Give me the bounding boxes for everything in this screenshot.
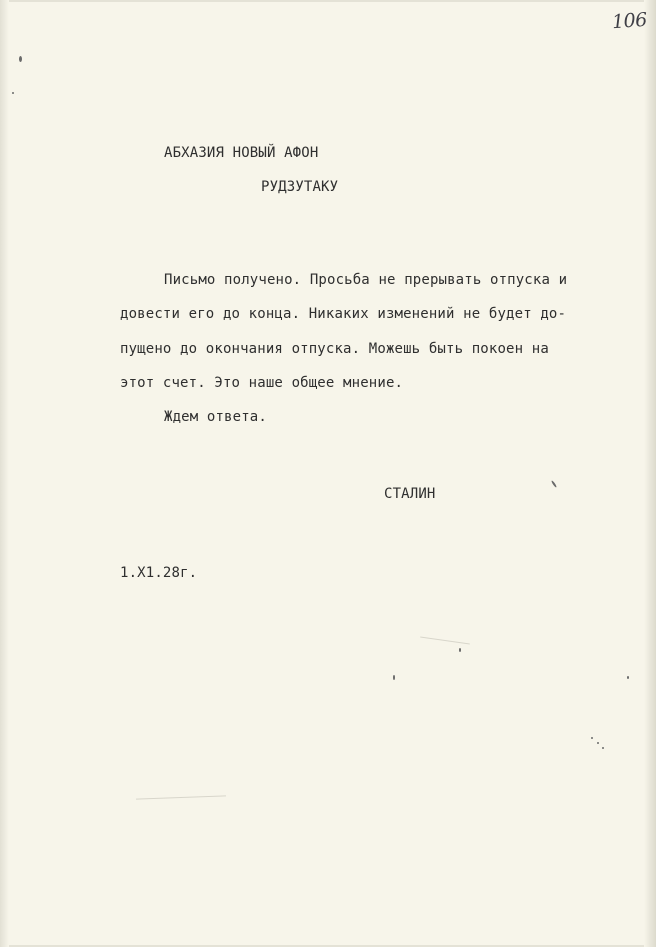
signature: СТАЛИН	[384, 486, 436, 502]
body-line-2: довести его до конца. Никаких изменений не будет до-	[120, 306, 567, 322]
page-right-edge	[644, 0, 656, 947]
page-number: 106	[611, 8, 648, 34]
body-line-1: Письмо получено. Просьба не прерывать отпуска и	[164, 272, 568, 288]
body-line-4: этот счет. Это наше общее мнение.	[120, 375, 404, 391]
paper-speck	[12, 92, 14, 94]
paper-crease	[420, 637, 470, 645]
closing-line: Ждем ответа.	[164, 409, 267, 425]
paper-speck	[393, 675, 395, 680]
recipient-line: РУДЗУТАКУ	[261, 179, 339, 195]
date-line: 1.Х1.28г.	[120, 565, 198, 581]
paper-speck	[627, 676, 629, 679]
paper-speck	[459, 648, 461, 652]
paper-speck	[19, 56, 22, 62]
paper-speck	[602, 747, 604, 749]
paper-speck	[597, 742, 599, 744]
page-left-edge	[0, 0, 9, 947]
body-line-3: пущено до окончания отпуска. Можешь быть покоен на	[120, 341, 549, 357]
paper-crease	[136, 795, 226, 799]
paper-speck	[591, 737, 593, 739]
paper-speck	[551, 480, 557, 488]
address-line: АБХАЗИЯ НОВЫЙ АФОН	[164, 145, 319, 161]
